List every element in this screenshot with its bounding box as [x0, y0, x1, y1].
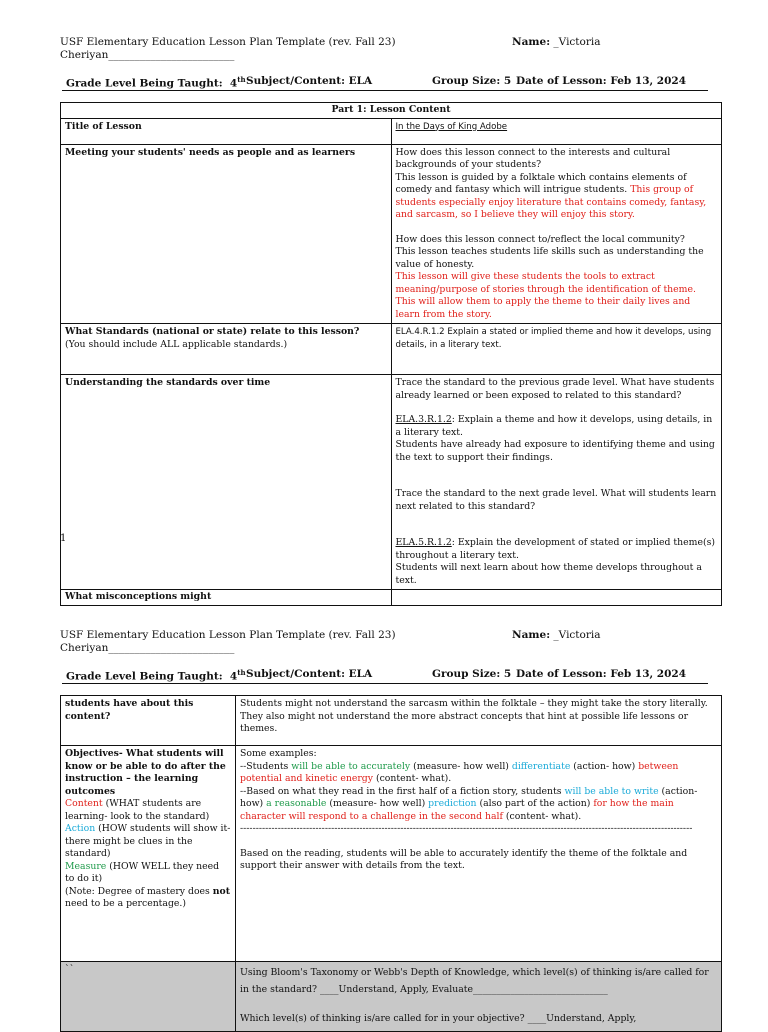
needs-answer-1 — [396, 172, 718, 222]
grade-level — [66, 75, 246, 90]
lesson-content-table-2 — [60, 695, 722, 1032]
examples-heading: Some examples: — [240, 748, 317, 759]
bloom-question-2: Which level(s) of thinking is/are called for in your objective? ____Understand, Apply, — [240, 1013, 637, 1024]
lesson-title: In the Days of King Adobe — [395, 121, 508, 132]
standards-label-text: What Standards (national or state) relate to this lesson? — [65, 326, 360, 337]
needs-answer-1a: This lesson is guided by a folktale which contains elements of comedy and fantasy which will intrigue students. — [395, 171, 687, 195]
ex1-b: will be able to accurately — [291, 760, 411, 772]
ex1-d: differentiate — [511, 760, 571, 772]
ex2-f: prediction — [428, 798, 477, 809]
standards-note: (You should include ALL applicable standards.) — [65, 338, 288, 350]
ex1-c: (measure- how well) — [410, 760, 512, 772]
grade-sup-2: th — [237, 668, 246, 677]
objectives-note-a: (Note: Degree of mastery does — [65, 885, 213, 897]
grade-value: 4 — [229, 77, 238, 90]
ex2-b: will be able to write — [564, 785, 659, 797]
ex2-g: (also part of the action) — [476, 798, 594, 809]
name-label: Name: — [512, 36, 551, 48]
needs-question-2: How does this lesson connect to/reflect the local community? — [395, 233, 685, 245]
bloom-value — [236, 962, 722, 1032]
objectives-action-desc: (HOW students will show it- there might be clues in the standard) — [65, 823, 231, 859]
objectives-content — [65, 798, 231, 823]
standards-value — [391, 324, 722, 375]
next-grade-question: Trace the standard to the next grade level. What will students learn next related to this standard? — [395, 488, 717, 512]
needs-answer-1b: This group of students especially enjoy literature that contains comedy, fantasy, and sarcasm, so I believe they will enjoy this story. — [395, 184, 707, 220]
ex2-h: for how the main character will respond to a challenge in the second half — [240, 798, 674, 822]
previous-standard-text: : Explain a theme and how it develops, using details, in a literary text. — [395, 414, 713, 438]
objective-statement: Based on the reading, students will be able to accurately identify the theme of the folktale and support their answer with details from the text. — [240, 847, 688, 871]
next-standard-text: : Explain the development of stated or implied theme(s) throughout a literary text. — [395, 537, 716, 561]
needs-answer-2a: This lesson teaches students life skills such as understanding the value of honesty. — [395, 246, 704, 270]
ex2-c: (action- how) — [240, 785, 698, 809]
info-bar-2 — [62, 668, 708, 684]
example-2 — [240, 786, 717, 824]
header-title: USF Elementary Education Lesson Plan Template (rev. Fall 23) — [60, 36, 396, 48]
title-of-lesson-label: Title of Lesson — [61, 118, 392, 144]
name-value: _Victoria — [550, 36, 601, 48]
previous-standard-note: Students have already had exposure to identifying theme and using the text to support their findings. — [395, 439, 715, 463]
objectives-content-word: Content — [65, 798, 103, 809]
group-size: Group Size: 5 — [432, 75, 512, 87]
objectives-content-desc: (WHAT students are learning- look to the standard) — [65, 798, 210, 822]
previous-standard-code: ELA.3.R.1.2 — [395, 414, 452, 425]
name-field-2 — [512, 629, 600, 641]
needs-answer-2b: This lesson will give these students the tools to extract meaning/purpose of stories through the identification of theme. This will allow them to apply the theme to their daily lives and learn from the story. — [395, 271, 696, 320]
grade-sup: th — [237, 75, 246, 84]
previous-standard — [396, 414, 718, 439]
name-field — [512, 36, 600, 48]
objectives-measure — [65, 861, 231, 886]
divider-dashes: ------------------------------------------------------------------------------------------------------------------------------------------------ — [240, 823, 693, 834]
grade-label-2: Grade Level Being Taught: — [66, 670, 223, 683]
objectives-label — [61, 746, 236, 962]
ex1-e: (action- how) — [570, 760, 639, 772]
lesson-date: Date of Lesson: Feb 13, 2024 — [516, 75, 687, 87]
info-bar — [62, 75, 708, 91]
needs-value — [391, 144, 722, 324]
needs-question-1: How does this lesson connect to the interests and cultural backgrounds of your students? — [395, 146, 671, 170]
ex1-g: (content- what). — [373, 773, 452, 784]
name-label-2: Name: — [512, 629, 551, 641]
objectives-action-word: Action — [65, 823, 96, 834]
title-of-lesson-value — [391, 118, 722, 144]
header-author: Cheriyan________________________ — [60, 49, 235, 61]
next-standard-note: Students will next learn about how theme develops throughout a text. — [395, 562, 702, 586]
bloom-label: `` — [61, 962, 236, 1032]
header-title-2: USF Elementary Education Lesson Plan Template (rev. Fall 23) — [60, 629, 396, 641]
next-standard — [396, 537, 718, 562]
understanding-label: Understanding the standards over time — [61, 375, 392, 590]
misconceptions-label-rest: students have about this content? — [61, 696, 236, 746]
bloom-question: Using Bloom's Taxonomy or Webb's Depth of Knowledge, which level(s) of thinking is/are called for in the standard? ____Understand, Apply, Evaluate_____________________________ — [240, 967, 709, 995]
objectives-note-b: not — [212, 885, 231, 897]
objectives-value — [236, 746, 722, 962]
objectives-measure-desc: (HOW WELL they need to do it) — [65, 860, 220, 884]
misconceptions-value: Students might not understand the sarcasm within the folktale – they might take the story literally. They also might not understand the more abstract concepts that hint at possible life lessons or themes. — [236, 696, 722, 746]
lesson-date-2: Date of Lesson: Feb 13, 2024 — [516, 668, 687, 680]
objectives-note — [65, 886, 231, 911]
ex2-a: --Based on what they read in the first half of a fiction story, students — [240, 785, 565, 797]
header-author-2: Cheriyan________________________ — [60, 642, 235, 654]
ex2-e: (measure- how well) — [326, 798, 429, 809]
misconceptions-label-part: What misconceptions might — [61, 590, 392, 606]
needs-label: Meeting your students' needs as people and as learners — [61, 144, 392, 324]
understanding-value — [391, 375, 722, 590]
name-value-2: _Victoria — [550, 629, 601, 641]
objectives-action — [65, 823, 231, 861]
subject-2: Subject/Content: ELA — [246, 668, 373, 680]
previous-grade-question: Trace the standard to the previous grade level. What have students already learned or been exposed to related to this standard? — [395, 377, 715, 401]
grade-level-2 — [66, 668, 246, 683]
standards-label — [61, 324, 392, 375]
lesson-content-table — [60, 102, 722, 606]
subject: Subject/Content: ELA — [246, 75, 373, 87]
objectives-measure-word: Measure — [65, 860, 107, 872]
ex1-f: between potential and kinetic energy — [240, 760, 679, 784]
example-1 — [240, 761, 717, 786]
grade-label: Grade Level Being Taught: — [66, 77, 223, 90]
misconceptions-empty — [391, 590, 722, 606]
part1-title: Part 1: Lesson Content — [61, 103, 722, 119]
objectives-label-text: Objectives- What students will know or be able to do after the instruction – the learning outcomes — [65, 748, 226, 797]
grade-value-2: 4 — [229, 670, 238, 683]
standards-text: ELA.4.R.1.2 Explain a stated or implied theme and how it develops, using details, in a literary text. — [395, 327, 712, 350]
objectives-note-c: need to be a percentage.) — [65, 898, 187, 909]
next-standard-code: ELA.5.R.1.2 — [395, 537, 452, 548]
ex1-a: --Students — [240, 760, 292, 772]
ex2-d: a reasonable — [266, 798, 327, 809]
group-size-2: Group Size: 5 — [432, 668, 512, 680]
page-number: 1 — [60, 533, 67, 544]
ex2-i: (content- what). — [502, 810, 582, 822]
